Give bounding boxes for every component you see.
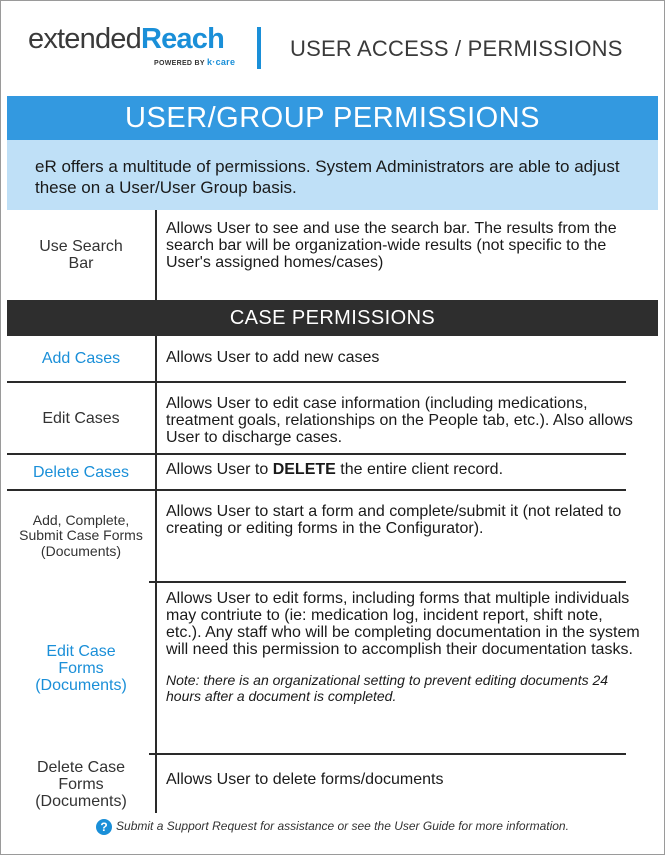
permission-description: Allows User to start a form and complete/submit it (not related to creating or editing forms in the Configurator). xyxy=(166,503,622,537)
permission-description: Allows User to edit case information (including medications, treatment goals, relationships on the People tab, etc.). Also allows User to discharge cases. xyxy=(166,395,633,446)
desc-text: Allows User to xyxy=(166,461,273,478)
header-title: USER ACCESS / PERMISSIONS xyxy=(290,36,623,61)
permission-label: Add Cases xyxy=(41,350,121,367)
permission-row-edit-forms xyxy=(7,583,658,753)
permission-row-search xyxy=(7,210,658,300)
column-divider xyxy=(155,383,157,453)
logo-text-bold: Reach xyxy=(140,23,224,55)
logo-kcare-text: k·care xyxy=(206,57,236,67)
help-icon[interactable]: ? xyxy=(96,819,112,835)
footer xyxy=(1,819,664,835)
column-divider xyxy=(155,210,157,300)
permission-label: Add, Complete, Submit Case Forms (Documents) xyxy=(19,511,143,559)
header xyxy=(1,1,664,96)
permission-row-delete-forms xyxy=(7,755,658,813)
intro-text: eR offers a multitude of permissions. System Administrators are able to adjust these on a User/User Group basis. xyxy=(35,157,620,197)
extendedreach-logo xyxy=(28,23,236,67)
permission-label: Edit Case Forms (Documents) xyxy=(35,642,127,694)
column-divider xyxy=(155,583,157,753)
permission-description: Allows User to delete forms/documents xyxy=(166,771,444,788)
desc-text: Allows User to edit forms, including forms that multiple individuals may contriute to (ie: medication log, incident report, shift note, etc.). Any staff who will be completing documentation in the system will need this permission to accomplish their documentation tasks. xyxy=(166,590,640,658)
column-divider xyxy=(155,491,157,581)
header-divider xyxy=(257,27,261,69)
logo-powered-by xyxy=(154,57,235,67)
column-divider xyxy=(155,755,157,813)
permission-description xyxy=(166,590,640,704)
logo-powered-text: POWERED BY xyxy=(154,60,207,67)
permission-row-add-forms xyxy=(7,491,658,581)
desc-note: Note: there is an organizational setting to prevent editing documents 24 hours after a document is completed. xyxy=(166,672,609,704)
permission-label: Delete Cases xyxy=(32,463,130,481)
logo-text-light: extended xyxy=(28,23,141,55)
footer-text: Submit a Support Request for assistance or see the User Guide for more information. xyxy=(116,819,569,834)
intro-box xyxy=(7,140,658,210)
case-permissions-title: CASE PERMISSIONS xyxy=(7,300,658,336)
permission-label: Use Search Bar xyxy=(39,238,123,272)
column-divider xyxy=(155,336,157,381)
permission-description: Allows User to add new cases xyxy=(166,349,380,366)
desc-text: the entire client record. xyxy=(335,461,504,478)
permission-label: Edit Cases xyxy=(42,409,120,427)
section-title: USER/GROUP PERMISSIONS xyxy=(7,96,658,140)
permission-label: Delete Case Forms (Documents) xyxy=(35,758,127,810)
column-divider xyxy=(155,455,157,489)
desc-bold-text: DELETE xyxy=(272,461,336,478)
permission-row-delete-cases xyxy=(7,455,658,489)
permission-description xyxy=(166,461,650,478)
permission-row-edit-cases xyxy=(7,383,658,453)
permission-description: Allows User to see and use the search bar. The results from the search bar will be organization-wide results (not specific to the User's assigned homes/cases) xyxy=(166,220,617,271)
permission-row-add-cases xyxy=(7,336,658,381)
